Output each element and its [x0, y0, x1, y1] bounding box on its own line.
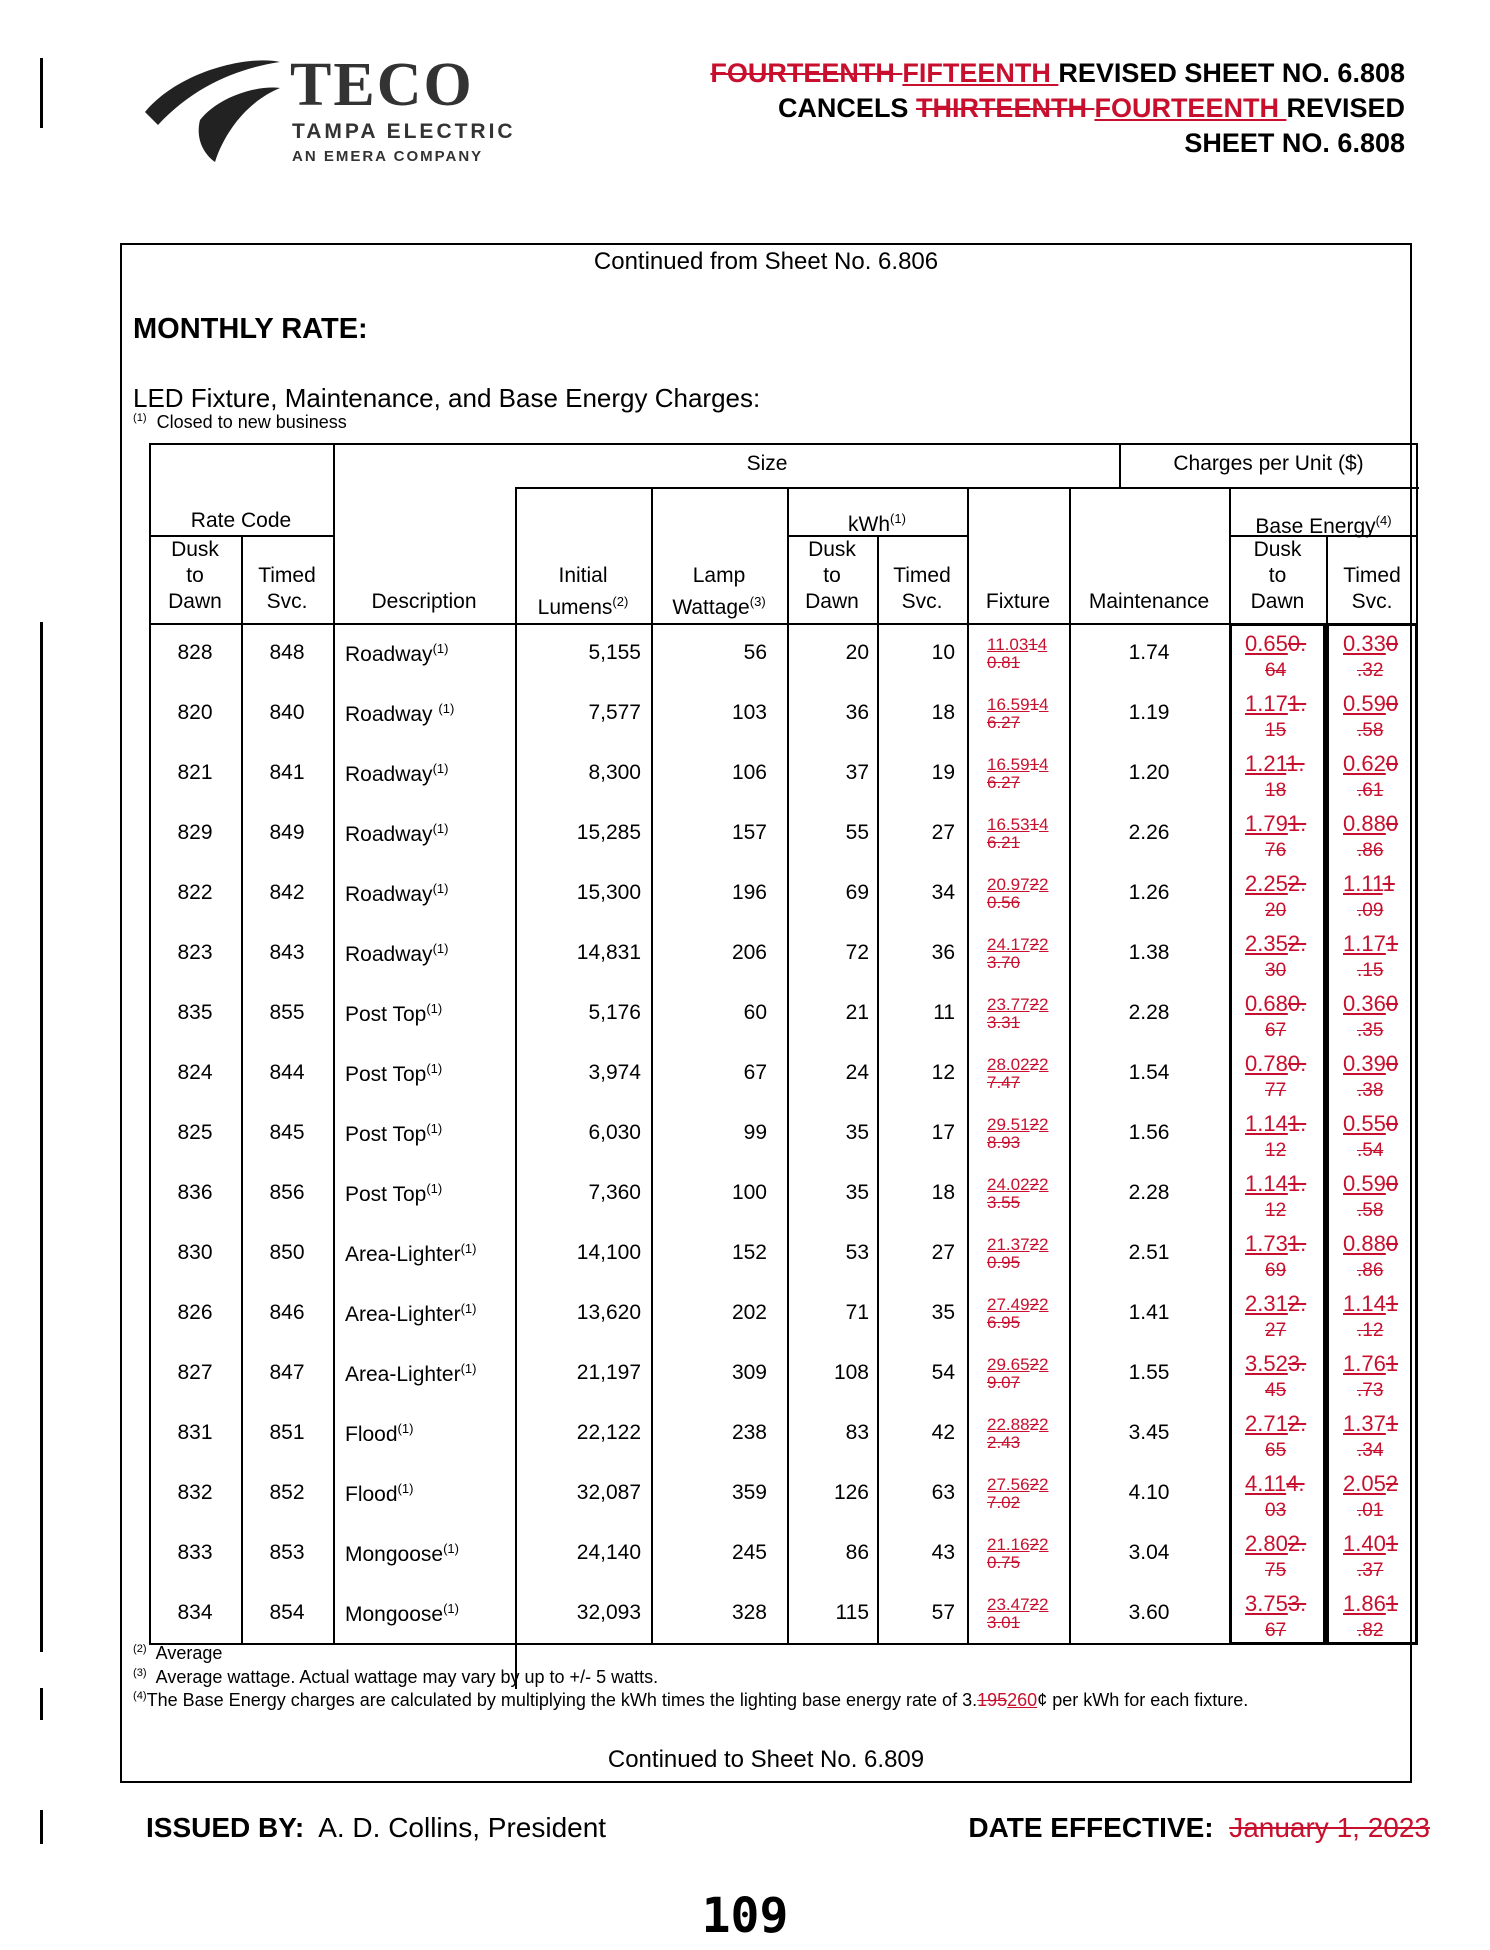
maintenance-charge: 2.28 — [1128, 1001, 1170, 1024]
table-row — [149, 1463, 1418, 1523]
kwh-timed-svc: 11 — [933, 1001, 955, 1024]
table-border-top — [149, 443, 1418, 445]
lamp-wattage: 245 — [731, 1541, 767, 1564]
base-energy-timed-svc: 1.371 .34 — [1343, 1411, 1399, 1461]
maintenance-charge: 1.38 — [1128, 941, 1170, 964]
rate-code-dusk-to-dawn: 823 — [177, 941, 213, 964]
base-energy-timed-svc: 1.141 .12 — [1343, 1291, 1399, 1341]
rate-code-dusk-to-dawn: 827 — [177, 1361, 213, 1384]
kwh-timed-svc: 36 — [931, 941, 955, 964]
base-energy-timed-svc: 0.590 .58 — [1343, 691, 1399, 741]
maintenance-charge: 2.26 — [1128, 821, 1170, 844]
base-energy-timed-svc: 2.052 .01 — [1343, 1471, 1399, 1521]
description: Post Top$^{(1)}$ — [345, 1061, 443, 1086]
fixture-charge: 24.1722 3.70 — [987, 935, 1049, 972]
rate-code-dusk-to-dawn: 834 — [177, 1601, 213, 1624]
header-description: Description — [371, 590, 477, 613]
kwh-timed-svc: 35 — [931, 1301, 955, 1324]
table-row — [149, 743, 1418, 803]
table-row — [149, 1163, 1418, 1223]
kwh-dusk-to-dawn: 55 — [845, 821, 869, 844]
maintenance-charge: 3.60 — [1128, 1601, 1170, 1624]
rate-code-dusk-to-dawn: 836 — [177, 1181, 213, 1204]
base-energy-dusk-to-dawn: 0.680. 67 — [1245, 991, 1307, 1041]
description: Area-Lighter$^{(1)}$ — [345, 1301, 477, 1326]
rate-code-dusk-to-dawn: 835 — [177, 1001, 213, 1024]
rate-code-timed-svc: 854 — [269, 1601, 305, 1624]
issued-by: ISSUED BY: A. D. Collins, President — [146, 1812, 607, 1843]
kwh-timed-svc: 18 — [931, 701, 955, 724]
kwh-timed-svc: 18 — [931, 1181, 955, 1204]
revision-bar — [40, 58, 43, 128]
maintenance-charge: 1.54 — [1128, 1061, 1170, 1084]
base-energy-timed-svc: 0.360 .35 — [1343, 991, 1399, 1041]
description: Area-Lighter$^{(1)}$ — [345, 1241, 477, 1266]
kwh-dusk-to-dawn: 35 — [845, 1121, 869, 1144]
kwh-dusk-to-dawn: 53 — [845, 1241, 869, 1264]
lamp-wattage: 60 — [743, 1001, 767, 1024]
rate-code-timed-svc: 853 — [269, 1541, 305, 1564]
table-row — [149, 1103, 1418, 1163]
sheet-header-line3: SHEET NO. 6.808 — [1184, 128, 1405, 158]
base-energy-dusk-to-dawn: 0.780. 77 — [1245, 1051, 1307, 1101]
table-row — [149, 1583, 1418, 1643]
rate-code-timed-svc: 851 — [269, 1421, 305, 1444]
base-energy-timed-svc: 1.761 .73 — [1343, 1351, 1399, 1401]
revision-bar — [40, 1810, 43, 1844]
kwh-timed-svc: 27 — [931, 821, 955, 844]
base-energy-timed-svc: 0.590 .58 — [1343, 1171, 1399, 1221]
initial-lumens: 32,093 — [576, 1601, 641, 1624]
table-row — [149, 863, 1418, 923]
kwh-dusk-to-dawn: 115 — [835, 1601, 869, 1624]
initial-lumens: 13,620 — [576, 1301, 641, 1324]
fixture-charge: 28.0222 7.47 — [987, 1055, 1049, 1092]
maintenance-charge: 1.19 — [1128, 701, 1170, 724]
maintenance-charge: 4.10 — [1128, 1481, 1170, 1504]
maintenance-charge: 1.56 — [1128, 1121, 1170, 1144]
base-energy-timed-svc: 1.111 .09 — [1343, 871, 1395, 921]
base-energy-dusk-to-dawn: 2.352. 30 — [1245, 931, 1307, 981]
sheet-header-line1: FOURTEENTH FIFTEENTH REVISED SHEET NO. 6.808 — [710, 58, 1405, 88]
description: Post Top$^{(1)}$ — [345, 1121, 443, 1146]
fixture-charge: 23.7722 3.31 — [987, 995, 1049, 1032]
fixture-charge: 22.8822 2.43 — [987, 1415, 1049, 1452]
maintenance-charge: 1.26 — [1128, 881, 1170, 904]
initial-lumens: 15,300 — [576, 881, 641, 904]
rate-code-dusk-to-dawn: 832 — [177, 1481, 213, 1504]
rate-code-dusk-to-dawn: 825 — [177, 1121, 213, 1144]
table-row — [149, 683, 1418, 743]
header-initial-lumens: Initial Lumens$^{(2)}$ — [537, 564, 629, 619]
table-row — [149, 1223, 1418, 1283]
rate-code-timed-svc: 849 — [269, 821, 305, 844]
initial-lumens: 32,087 — [576, 1481, 641, 1504]
sheet-header-line2: CANCELS THIRTEENTH FOURTEENTH REVISED — [777, 93, 1405, 123]
kwh-timed-svc: 54 — [931, 1361, 955, 1384]
base-energy-dusk-to-dawn: 2.312. 27 — [1245, 1291, 1307, 1341]
kwh-timed-svc: 19 — [931, 761, 955, 784]
base-energy-dusk-to-dawn: 1.171. 15 — [1245, 691, 1307, 741]
base-energy-timed-svc: 1.171 .15 — [1343, 931, 1399, 981]
kwh-timed-svc: 27 — [931, 1241, 955, 1264]
fixture-charge: 24.0222 3.55 — [987, 1175, 1049, 1212]
initial-lumens: 8,300 — [588, 761, 641, 784]
lamp-wattage: 56 — [743, 641, 767, 664]
logo-company: AN EMERA COMPANY — [292, 148, 484, 165]
rate-code-timed-svc: 848 — [269, 641, 305, 664]
date-effective: DATE EFFECTIVE: January 1, 2023 — [968, 1812, 1430, 1843]
fixture-charge: 27.5622 7.02 — [987, 1475, 1049, 1512]
header-timed-svc: Timed Svc. — [258, 564, 316, 613]
rate-code-dusk-to-dawn: 831 — [177, 1421, 213, 1444]
description: Flood$^{(1)}$ — [345, 1481, 414, 1506]
fixture-charge: 23.4722 3.01 — [987, 1595, 1049, 1632]
kwh-dusk-to-dawn: 83 — [845, 1421, 869, 1444]
rate-code-timed-svc: 852 — [269, 1481, 305, 1504]
base-energy-dusk-to-dawn: 2.802. 75 — [1245, 1531, 1307, 1581]
rate-code-timed-svc: 850 — [269, 1241, 305, 1264]
footnote-3: $^{(3)}$ Average wattage. Actual wattage may vary by up to +/- 5 watts. — [133, 1667, 659, 1687]
base-energy-dusk-to-dawn: 1.141. 12 — [1245, 1171, 1307, 1221]
rate-table — [149, 443, 1418, 1643]
initial-lumens: 5,155 — [588, 641, 641, 664]
initial-lumens: 15,285 — [576, 821, 641, 844]
rate-code-dusk-to-dawn: 833 — [177, 1541, 213, 1564]
maintenance-charge: 1.74 — [1128, 641, 1170, 664]
led-charges-heading: LED Fixture, Maintenance, and Base Energy Charges: — [133, 383, 761, 413]
base-energy-timed-svc: 0.390 .38 — [1343, 1051, 1399, 1101]
kwh-dusk-to-dawn: 108 — [833, 1361, 869, 1384]
rate-code-dusk-to-dawn: 829 — [177, 821, 213, 844]
logo-tagline: TAMPA ELECTRIC — [292, 120, 516, 143]
logo-wordmark: TECO — [290, 51, 474, 119]
fixture-charge: 29.6522 9.07 — [987, 1355, 1049, 1392]
base-energy-dusk-to-dawn: 1.731. 69 — [1245, 1231, 1307, 1281]
description: Roadway$^{(1)}$ — [345, 641, 449, 666]
lamp-wattage: 100 — [731, 1181, 767, 1204]
maintenance-charge: 2.28 — [1128, 1181, 1170, 1204]
rate-code-dusk-to-dawn: 824 — [177, 1061, 213, 1084]
kwh-timed-svc: 63 — [931, 1481, 955, 1504]
base-energy-dusk-to-dawn: 1.141. 12 — [1245, 1111, 1307, 1161]
maintenance-charge: 3.45 — [1128, 1421, 1170, 1444]
rate-code-timed-svc: 843 — [269, 941, 305, 964]
header-base-energy: Base Energy$^{(4)}$ — [1255, 513, 1392, 538]
header-rate-code: Rate Code — [190, 509, 292, 532]
continued-to: Continued to Sheet No. 6.809 — [607, 1746, 925, 1773]
revision-bar — [40, 1688, 43, 1720]
kwh-timed-svc: 34 — [931, 881, 955, 904]
initial-lumens: 22,122 — [576, 1421, 641, 1444]
footnote-2: $^{(2)}$ Average — [133, 1643, 223, 1663]
kwh-dusk-to-dawn: 126 — [833, 1481, 869, 1504]
rate-code-timed-svc: 842 — [269, 881, 305, 904]
description: Flood$^{(1)}$ — [345, 1421, 414, 1446]
description: Roadway $^{(1)}$ — [345, 701, 455, 726]
swoosh-logo-mark — [140, 50, 285, 165]
maintenance-charge: 1.55 — [1128, 1361, 1170, 1384]
kwh-dusk-to-dawn: 37 — [845, 761, 869, 784]
base-energy-dusk-to-dawn: 1.791. 76 — [1245, 811, 1307, 861]
kwh-dusk-to-dawn: 21 — [845, 1001, 869, 1024]
header-kwh-timed-svc: Timed Svc. — [893, 564, 951, 613]
initial-lumens: 14,100 — [576, 1241, 641, 1264]
initial-lumens: 3,974 — [588, 1061, 641, 1084]
kwh-dusk-to-dawn: 35 — [845, 1181, 869, 1204]
base-energy-timed-svc: 0.880 .86 — [1343, 811, 1399, 861]
rate-code-timed-svc: 845 — [269, 1121, 305, 1144]
kwh-dusk-to-dawn: 24 — [845, 1061, 869, 1084]
kwh-timed-svc: 12 — [931, 1061, 955, 1084]
table-row — [149, 623, 1418, 683]
rate-code-dusk-to-dawn: 821 — [177, 761, 213, 784]
revision-bar — [40, 622, 43, 1652]
lamp-wattage: 196 — [731, 881, 767, 904]
initial-lumens: 24,140 — [576, 1541, 641, 1564]
base-energy-timed-svc: 1.401 .37 — [1343, 1531, 1399, 1581]
header-lamp-wattage: Lamp Wattage$^{(3)}$ — [672, 564, 766, 619]
kwh-dusk-to-dawn: 86 — [845, 1541, 869, 1564]
rate-code-dusk-to-dawn: 828 — [177, 641, 213, 664]
base-energy-dusk-to-dawn: 3.523. 45 — [1245, 1351, 1307, 1401]
continued-from: Continued from Sheet No. 6.806 — [593, 248, 939, 275]
page-number: 109 — [701, 1888, 789, 1944]
description: Area-Lighter$^{(1)}$ — [345, 1361, 477, 1386]
rate-code-dusk-to-dawn: 830 — [177, 1241, 213, 1264]
lamp-wattage: 328 — [731, 1601, 767, 1624]
base-energy-dusk-to-dawn: 3.753. 67 — [1245, 1591, 1307, 1641]
kwh-dusk-to-dawn: 71 — [845, 1301, 869, 1324]
fixture-charge: 21.3722 0.95 — [987, 1235, 1049, 1272]
header-fixture: Fixture — [985, 590, 1051, 613]
kwh-timed-svc: 57 — [931, 1601, 955, 1624]
table-row — [149, 1523, 1418, 1583]
fixture-charge: 21.1622 0.75 — [987, 1535, 1049, 1572]
initial-lumens: 21,197 — [576, 1361, 641, 1384]
initial-lumens: 7,360 — [588, 1181, 641, 1204]
table-row — [149, 1283, 1418, 1343]
kwh-dusk-to-dawn: 36 — [845, 701, 869, 724]
fixture-charge: 29.5122 8.93 — [987, 1115, 1049, 1152]
description: Post Top$^{(1)}$ — [345, 1001, 443, 1026]
description: Roadway$^{(1)}$ — [345, 821, 449, 846]
maintenance-charge: 1.41 — [1128, 1301, 1170, 1324]
rate-code-timed-svc: 840 — [269, 701, 305, 724]
table-row — [149, 983, 1418, 1043]
table-row — [149, 1403, 1418, 1463]
lamp-wattage: 152 — [731, 1241, 767, 1264]
rate-code-timed-svc: 844 — [269, 1061, 305, 1084]
teco-logo — [140, 50, 580, 175]
maintenance-charge: 1.20 — [1128, 761, 1170, 784]
table-row — [149, 803, 1418, 863]
lamp-wattage: 67 — [743, 1061, 767, 1084]
header-size: Size — [746, 452, 788, 475]
base-energy-timed-svc: 0.880 .86 — [1343, 1231, 1399, 1281]
kwh-timed-svc: 42 — [931, 1421, 955, 1444]
initial-lumens: 6,030 — [588, 1121, 641, 1144]
kwh-dusk-to-dawn: 69 — [845, 881, 869, 904]
base-energy-dusk-to-dawn: 1.211. 18 — [1245, 751, 1305, 801]
base-energy-timed-svc: 0.620 .61 — [1343, 751, 1399, 801]
base-energy-timed-svc: 0.330 .32 — [1343, 631, 1399, 681]
lamp-wattage: 238 — [731, 1421, 767, 1444]
fixture-charge: 11.0314 0.81 — [987, 635, 1048, 672]
rate-code-timed-svc: 856 — [269, 1181, 305, 1204]
lamp-wattage: 202 — [731, 1301, 767, 1324]
lamp-wattage: 99 — [743, 1121, 767, 1144]
base-energy-dusk-to-dawn: 2.712. 65 — [1245, 1411, 1307, 1461]
fixture-charge: 16.5914 6.27 — [987, 695, 1049, 732]
description: Post Top$^{(1)}$ — [345, 1181, 443, 1206]
base-energy-dusk-to-dawn: 0.650. 64 — [1245, 631, 1307, 681]
fixture-charge: 16.5314 6.21 — [987, 815, 1049, 852]
maintenance-charge: 3.04 — [1128, 1541, 1170, 1564]
fixture-charge: 20.9722 0.56 — [987, 875, 1049, 912]
kwh-timed-svc: 17 — [931, 1121, 955, 1144]
header-kwh-dusk-to-dawn: Dusk to Dawn — [805, 538, 859, 613]
lamp-wattage: 106 — [731, 761, 767, 784]
table-row — [149, 1343, 1418, 1403]
rate-code-dusk-to-dawn: 826 — [177, 1301, 213, 1324]
lamp-wattage: 309 — [731, 1361, 767, 1384]
description: Roadway$^{(1)}$ — [345, 941, 449, 966]
lamp-wattage: 359 — [731, 1481, 767, 1504]
rate-code-timed-svc: 847 — [269, 1361, 305, 1384]
initial-lumens: 7,577 — [588, 701, 641, 724]
fixture-charge: 27.4922 6.95 — [987, 1295, 1049, 1332]
base-energy-dusk-to-dawn: 2.252. 20 — [1245, 871, 1307, 921]
header-kwh: kWh$^{(1)}$ — [848, 511, 906, 536]
header-charges: Charges per Unit ($) — [1173, 452, 1364, 475]
table-row — [149, 1043, 1418, 1103]
base-energy-timed-svc: 0.550 .54 — [1343, 1111, 1399, 1161]
header-dusk-to-dawn: Dusk to Dawn — [168, 538, 222, 613]
fixture-charge: 16.5914 6.27 — [987, 755, 1049, 792]
kwh-timed-svc: 10 — [931, 641, 955, 664]
kwh-dusk-to-dawn: 72 — [845, 941, 869, 964]
lamp-wattage: 157 — [731, 821, 767, 844]
table-border-bottom — [149, 1643, 1418, 1645]
description: Roadway$^{(1)}$ — [345, 881, 449, 906]
rate-code-timed-svc: 846 — [269, 1301, 305, 1324]
kwh-dusk-to-dawn: 20 — [845, 641, 869, 664]
table-row — [149, 923, 1418, 983]
header-be-dusk-to-dawn: Dusk to Dawn — [1250, 538, 1305, 613]
rate-code-dusk-to-dawn: 822 — [177, 881, 213, 904]
rate-code-timed-svc: 855 — [269, 1001, 305, 1024]
header-maintenance: Maintenance — [1088, 590, 1210, 613]
lamp-wattage: 103 — [731, 701, 767, 724]
lamp-wattage: 206 — [731, 941, 767, 964]
footnote-1: $^{(1)}$ Closed to new business — [133, 412, 347, 432]
kwh-timed-svc: 43 — [931, 1541, 955, 1564]
maintenance-charge: 2.51 — [1128, 1241, 1170, 1264]
initial-lumens: 14,831 — [576, 941, 641, 964]
description: Mongoose$^{(1)}$ — [345, 1601, 459, 1626]
description: Mongoose$^{(1)}$ — [345, 1541, 459, 1566]
base-energy-timed-svc: 1.861 .82 — [1343, 1591, 1399, 1641]
header-be-timed-svc: Timed Svc. — [1343, 564, 1401, 613]
footnote-4: $^{(4)}$The Base Energy charges are calculated by multiplying the kWh times the lighting base energy rate of 3.195260¢ per kWh for each fixture. — [133, 1690, 1249, 1710]
monthly-rate-heading: MONTHLY RATE: — [133, 313, 368, 345]
initial-lumens: 5,176 — [588, 1001, 641, 1024]
base-energy-dusk-to-dawn: 4.114. 03 — [1245, 1471, 1305, 1521]
rate-code-timed-svc: 841 — [269, 761, 305, 784]
description: Roadway$^{(1)}$ — [345, 761, 449, 786]
rate-code-dusk-to-dawn: 820 — [177, 701, 213, 724]
